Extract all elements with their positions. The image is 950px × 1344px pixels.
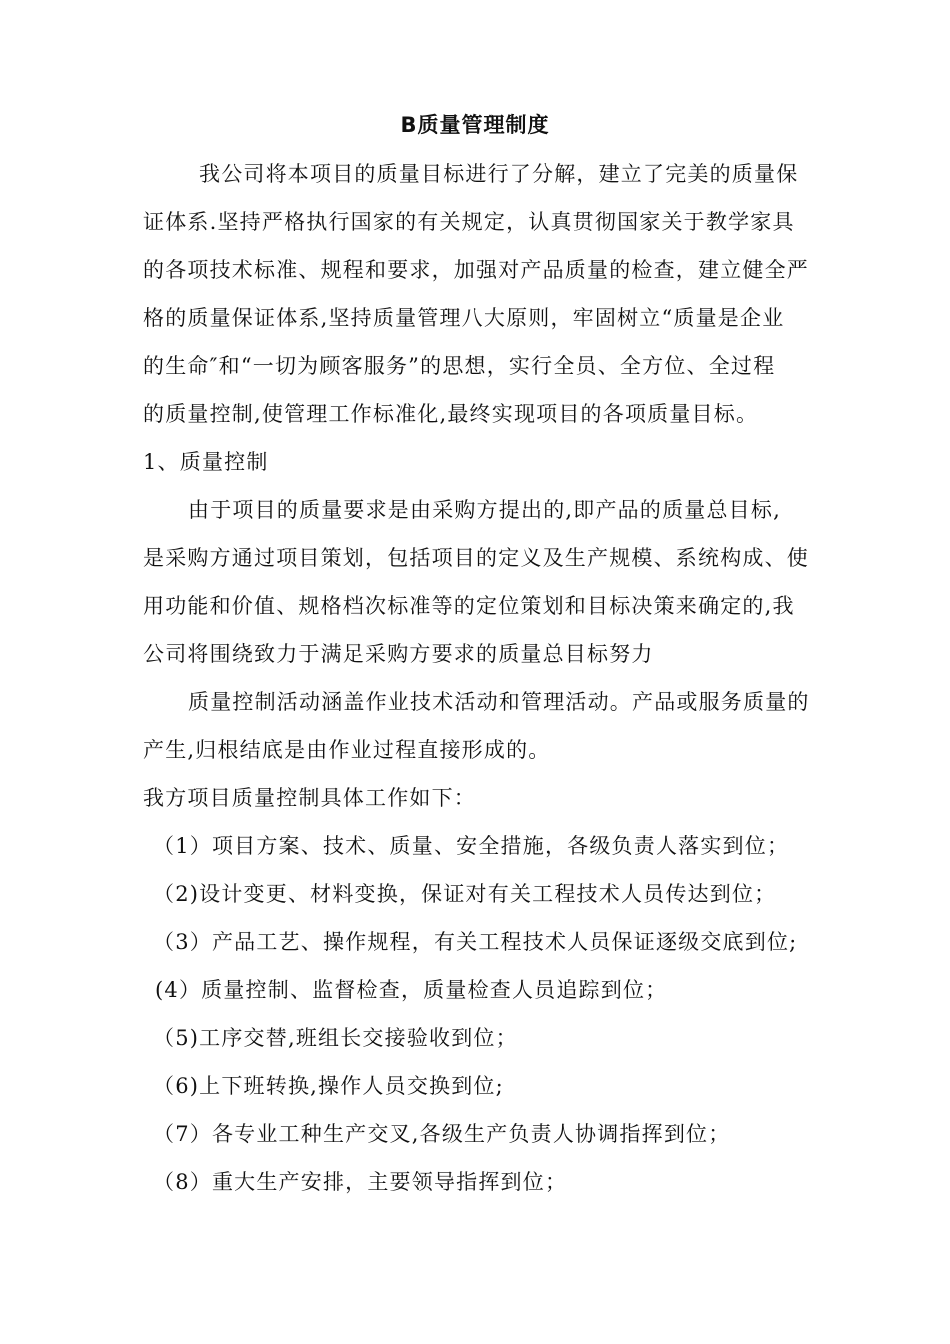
paragraph-line: 的各项技术标准、规程和要求，加强对产品质量的检查，建立健全严 bbox=[143, 258, 809, 282]
list-item: （2)设计变更、材料变换，保证对有关工程技术人员传达到位； bbox=[153, 882, 777, 906]
paragraph-line: 格的质量保证体系,坚持质量管理八大原则，牢固树立“质量是企业 bbox=[143, 306, 785, 330]
list-item: （7）各专业工种生产交叉,各级生产负责人协调指挥到位； bbox=[153, 1122, 731, 1146]
paragraph-line: 的质量控制,使管理工作标准化,最终实现项目的各项质量目标。 bbox=[143, 402, 759, 426]
list-item: （3）产品工艺、操作规程，有关工程技术人员保证逐级交底到位; bbox=[153, 930, 798, 954]
paragraph-line: 证体系.坚持严格执行国家的有关规定，认真贯彻国家关于教学家具 bbox=[143, 210, 795, 234]
paragraph-line: 是采购方通过项目策划，包括项目的定义及生产规模、系统构成、使 bbox=[143, 546, 809, 570]
list-item: (4）质量控制、监督检查，质量检查人员追踪到位； bbox=[155, 978, 668, 1002]
list-item: （5)工序交替,班组长交接验收到位； bbox=[153, 1026, 518, 1050]
paragraph-line: 我公司将本项目的质量目标进行了分解，建立了完美的质量保 bbox=[199, 162, 799, 186]
paragraph-line: 我方项目质量控制具体工作如下： bbox=[143, 786, 476, 810]
paragraph-line: 由于项目的质量要求是由采购方提出的,即产品的质量总目标, bbox=[188, 498, 781, 522]
paragraph-line: 的生命″和“一切为顾客服务”的思想，实行全员、全方位、全过程 bbox=[143, 354, 776, 378]
paragraph-line: 公司将围绕致力于满足采购方要求的质量总目标努力 bbox=[143, 642, 654, 666]
paragraph-line: 产生,归根结底是由作业过程直接形成的。 bbox=[143, 738, 551, 762]
section-heading: 1、质量控制 bbox=[143, 450, 269, 474]
list-item: （8）重大生产安排，主要领导指挥到位； bbox=[153, 1170, 568, 1194]
document-title: B质量管理制度 bbox=[400, 113, 550, 137]
list-item: （1）项目方案、技术、质量、安全措施，各级负责人落实到位； bbox=[153, 834, 790, 858]
list-item: （6)上下班转换,操作人员交换到位; bbox=[153, 1074, 504, 1098]
paragraph-line: 质量控制活动涵盖作业技术活动和管理活动。产品或服务质量的 bbox=[188, 690, 810, 714]
paragraph-line: 用功能和价值、规格档次标准等的定位策划和目标决策来确定的,我 bbox=[143, 594, 795, 618]
